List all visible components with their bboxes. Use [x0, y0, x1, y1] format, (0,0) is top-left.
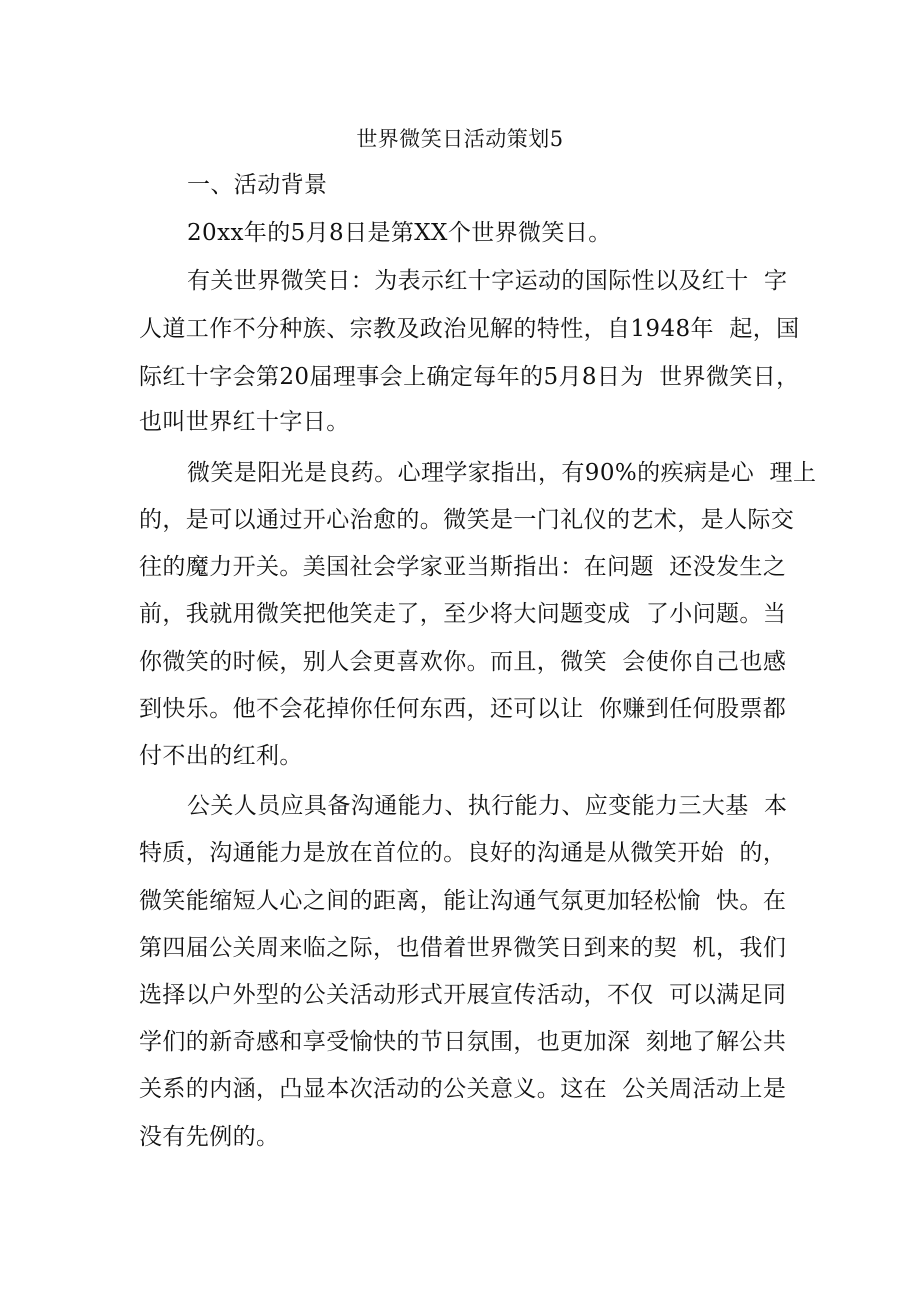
text-line: 有关世界微笑日：为表示红十字运动的国际性以及红十 字: [187, 268, 788, 294]
text-line: 也叫世界红十字日。: [139, 409, 350, 435]
document-title: 世界微笑日活动策划5: [356, 127, 564, 151]
text-line: 没有先例的。: [139, 1124, 280, 1150]
text-line: 到快乐。他不会花掉你任何东西，还可以让 你赚到任何股票都: [139, 696, 787, 722]
text-line: 学们的新奇感和享受愉快的节日氛围，也更加深 刻地了解公共: [139, 1029, 787, 1055]
text-line: 际红十字会第20届理事会上确定每年的5月8日为 世界微笑日，: [139, 364, 800, 390]
text-line: 人道工作不分种族、宗教及政治见解的特性，自1948年 起，国: [139, 316, 800, 342]
text-line: 微笑能缩短人心之间的距离，能让沟通气氛更加轻松愉 快。在: [139, 888, 787, 914]
text-line: 前，我就用微笑把他笑走了，至少将大问题变成 了小问题。当: [139, 601, 787, 627]
text-line: 特质，沟通能力是放在首位的。良好的沟通是从微笑开始 的，: [139, 840, 787, 866]
text-line: 选择以户外型的公关活动形式开展宣传活动，不仅 可以满足同: [139, 982, 787, 1008]
text-line: 公关人员应具备沟通能力、执行能力、应变能力三大基 本: [187, 793, 788, 819]
text-line: 20xx年的5月8日是第XX个世界微笑日。: [187, 220, 612, 246]
text-line: 第四届公关周来临之际，也借着世界微笑日到来的契 机，我们: [139, 935, 787, 961]
section-heading: 一、活动背景: [187, 172, 328, 198]
text-line: 的，是可以通过开心治愈的。微笑是一门礼仪的艺术，是人际交: [139, 507, 795, 533]
text-line: 关系的内涵，凸显本次活动的公关意义。这在 公关周活动上是: [139, 1076, 787, 1102]
text-line: 付不出的红利。: [139, 743, 303, 769]
text-line: 往的魔力开关。美国社会学家亚当斯指出：在问题 还没发生之: [139, 554, 787, 580]
text-line: 微笑是阳光是良药。心理学家指出，有90%的疾病是心 理上: [187, 460, 817, 486]
text-line: 你微笑的时候，别人会更喜欢你。而且，微笑 会使你自己也感: [139, 649, 787, 675]
